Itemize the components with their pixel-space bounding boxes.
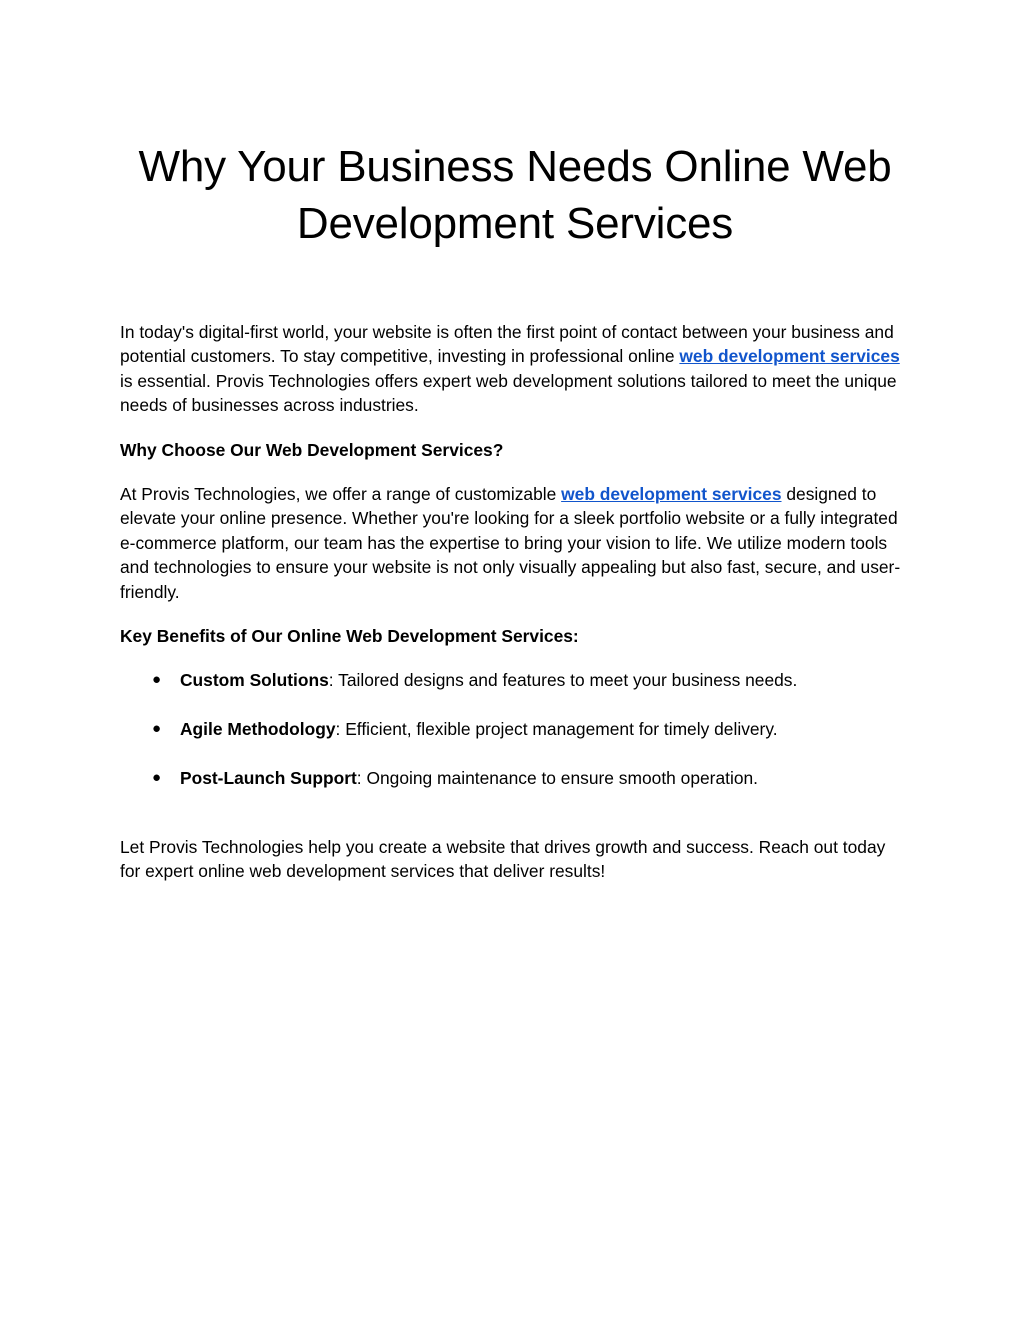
why-choose-heading: Why Choose Our Web Development Services?: [120, 439, 504, 460]
benefit-description: : Tailored designs and features to meet your business needs.: [328, 670, 798, 691]
key-benefits-heading: Key Benefits of Our Online Web Development Services:: [120, 626, 579, 647]
bullet-icon: ●: [152, 720, 162, 738]
bullet-icon: ●: [152, 769, 162, 787]
benefit-item-custom-solutions: [120, 668, 910, 692]
bullet-icon: ●: [152, 671, 162, 689]
why-choose-text-end: designed to elevate your online presence. Whether you're looking for a sleek portfolio website or a fully integrated e-commerce platform, our team has the expertise to bring your vision to life. We utilize modern tools and technologies to ensure your website is not only visually appealing but also fast, secure, and user-friendly.: [120, 484, 901, 602]
why-choose-paragraph: [120, 482, 910, 604]
closing-paragraph: Let Provis Technologies help you create a website that drives growth and success. Reach out today for expert online web development services that deliver results!: [120, 836, 886, 882]
benefit-description: : Ongoing maintenance to ensure smooth operation.: [356, 768, 759, 789]
benefit-term: Agile Methodology: [180, 719, 336, 740]
why-choose-text-start: At Provis Technologies, we offer a range of customizable: [120, 484, 562, 505]
benefit-item-agile-methodology: [120, 717, 910, 741]
intro-text-start: In today's digital-first world, your website is often the first point of contact between your business and potential customers. To stay competitive, investing in professional online: [120, 322, 894, 367]
benefits-list: [120, 668, 910, 790]
document-title: Why Your Business Needs Online Web Development Services: [138, 142, 892, 248]
benefit-item-post-launch-support: [120, 766, 910, 790]
intro-paragraph: [120, 320, 910, 418]
benefit-term: Post-Launch Support: [180, 768, 357, 789]
document-page: [120, 0, 910, 884]
intro-web-development-link[interactable]: web development services: [679, 346, 900, 367]
intro-text-end: is essential. Provis Technologies offers expert web development solutions tailored to meet the unique needs of businesses across industries.: [120, 370, 897, 416]
benefit-description: : Efficient, flexible project management for timely delivery.: [335, 719, 778, 740]
why-choose-web-development-link[interactable]: web development services: [561, 484, 782, 505]
benefit-term: Custom Solutions: [180, 670, 329, 691]
